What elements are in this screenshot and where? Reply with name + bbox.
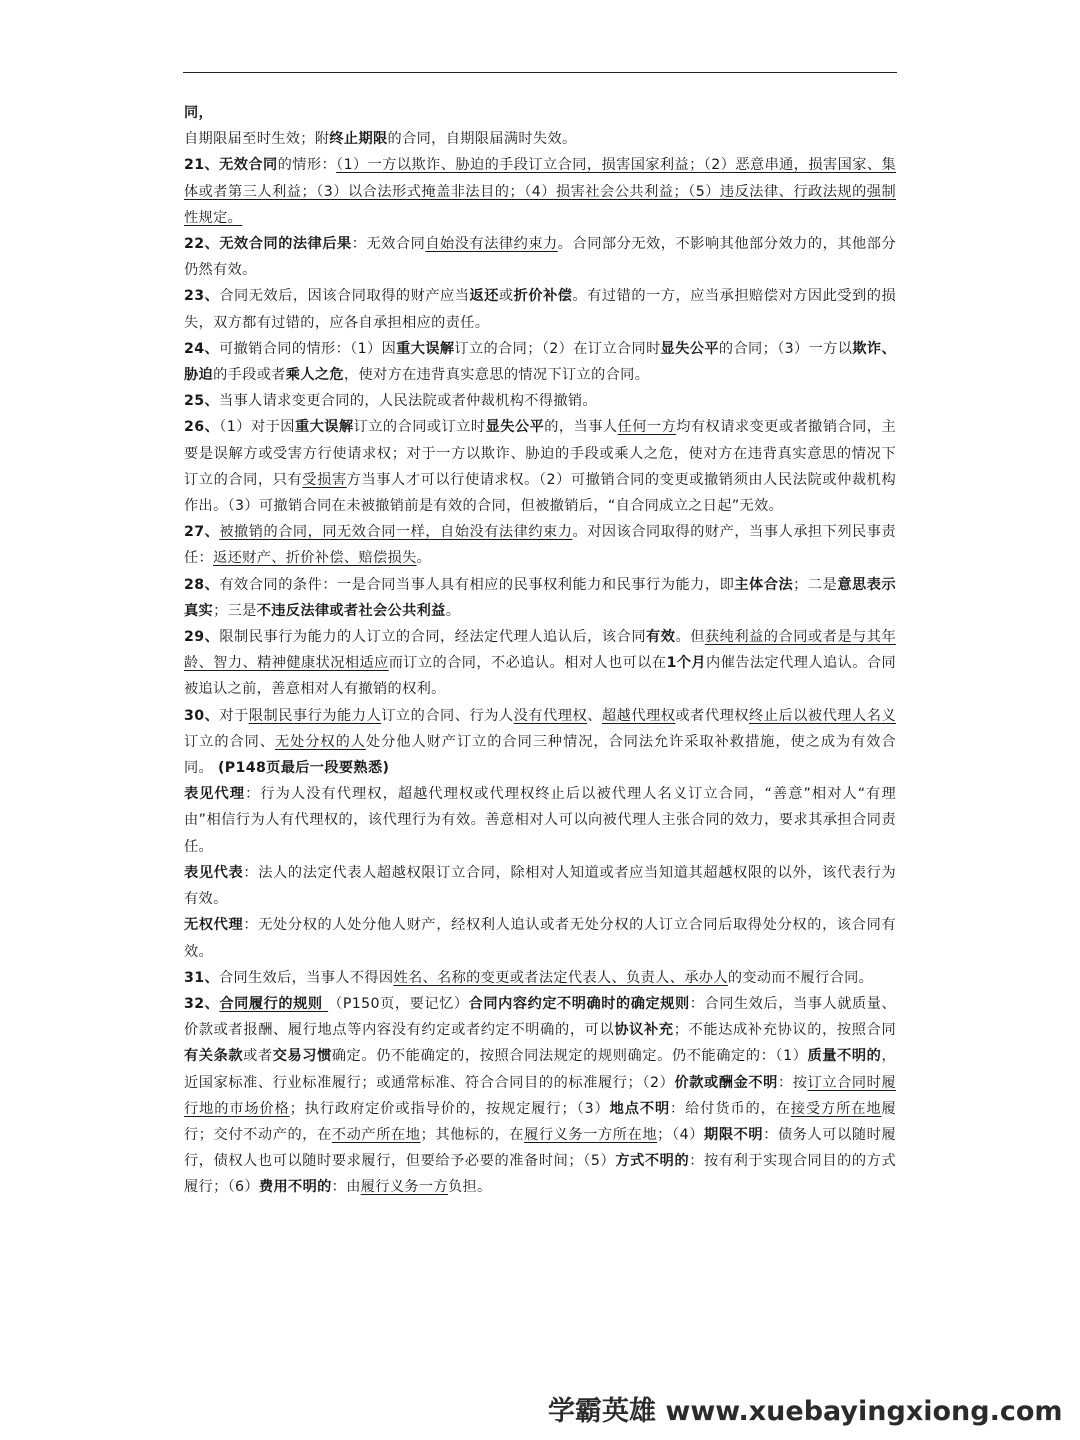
paragraph-16: [184, 991, 896, 1201]
text-segment: 合同无效后，因该合同取得的财产应当: [219, 288, 470, 305]
text-segment: 确定。仍不能确定的，按照合同法规定的规则确定。仍不能确定的：（1）: [331, 1048, 808, 1065]
text-segment: 均有权请求变更或者撤销合同，主要是误解方或受害方行使请求权；对于一方以欺诈、胁迫的手段或乘人之危，使对方在违背真实意思的情况下订立的合同，只有: [184, 419, 897, 488]
paragraph-11: [184, 703, 896, 782]
paragraph-6: [184, 388, 896, 414]
text-segment: 无处分权的人: [274, 733, 366, 750]
text-segment: 的情形：: [277, 157, 337, 174]
text-segment: 主体合法: [734, 576, 794, 593]
text-segment: 姓名、名称的变更或者法定代表人、负责人、承办人: [393, 969, 728, 986]
text-segment: 合同生效后，当事人不得因: [218, 969, 394, 986]
text-segment: 订立的合同或订立时: [353, 419, 486, 436]
text-segment: 对于: [219, 707, 249, 724]
text-segment: 订立的合同、: [184, 733, 275, 750]
text-segment: ：按: [777, 1074, 808, 1091]
text-segment: 的合同，自期限届满时失效。: [387, 131, 577, 148]
text-segment: 的变动而不履行合同。: [727, 969, 874, 986]
text-segment: 而订立的合同，不必追认。相对人也可以在: [388, 655, 667, 672]
text-segment: ：给付货币的，在: [670, 1100, 791, 1117]
paragraph-7: [184, 414, 896, 519]
text-segment: 。合同部分无效，不影响其他部分效力的，其他部分仍然有效。: [184, 236, 896, 279]
text-segment: 返还财产、折价补偿、赔偿损失: [213, 550, 417, 567]
text-segment: 限制民事行为能力的人订立的合同，经法定代理人追认后，该合同: [219, 629, 647, 646]
text-segment: 负担。: [447, 1179, 492, 1196]
text-segment: 期限不明: [704, 1126, 764, 1143]
text-segment: 价款或酬金不明: [674, 1074, 778, 1091]
text-segment: 费用不明的: [258, 1179, 332, 1196]
text-segment: 31、: [184, 969, 219, 986]
text-segment: 。但: [675, 629, 705, 646]
text-segment: 26、: [184, 419, 220, 436]
text-segment: ：无效合同: [351, 236, 426, 253]
text-segment: 表见代表: [184, 864, 244, 881]
text-segment: （1）对于因: [219, 419, 295, 436]
text-segment: 自始没有法律约束力: [425, 236, 558, 253]
paragraph-12: [184, 781, 896, 860]
text-segment: 订立的合同；（2）在订立合同时: [454, 340, 661, 357]
text-segment: 显失公平: [660, 340, 719, 357]
text-segment: 。: [445, 602, 461, 619]
text-segment: ；执行政府定价或指导价的，按规定履行；（3）: [289, 1100, 610, 1117]
text-segment: 质量不明的: [807, 1048, 882, 1065]
text-segment: 21、: [184, 157, 220, 174]
text-segment: 28、: [184, 576, 220, 593]
text-segment: ；三是: [213, 602, 257, 619]
text-segment: 协议补充: [614, 1022, 674, 1039]
text-segment: 受损害: [302, 471, 347, 488]
text-segment: 1个月: [666, 655, 707, 672]
text-segment: 内催告法定代理人追认。合同被追认之前，善意相对人有撤销的权利。: [184, 655, 896, 698]
text-segment: ：无处分权的人处分他人财产，经权利人追认或者无处分权的人订立合同后取得处分权的，该合同有效。: [184, 917, 896, 960]
text-segment: 终止期限: [329, 131, 388, 148]
text-segment: 无效合同: [219, 157, 278, 174]
paragraph-2: [184, 152, 896, 231]
text-segment: 的合同；（3）一方以: [718, 340, 853, 357]
text-segment: ：合同生效后，当事人就质量、价款或者报酬、履行地点等内容没有约定或者约定不明确的，可以: [184, 995, 896, 1039]
text-segment: 乘人之危: [285, 367, 344, 384]
document-body: [184, 100, 896, 1201]
paragraph-15: [184, 965, 896, 991]
text-segment: （1）一方以欺诈、胁迫的手段订立合同，损害国家利益；（2）恶意串通，损害国家、集体或者第三人利益；（3）以合法形式掩盖非法目的；（4）损害社会公共利益；（5）违反法律、行政法规的强制性规定。: [184, 157, 897, 226]
text-segment: 合同内容约定不明确时的确定规则: [468, 995, 690, 1012]
text-segment: 显失公平: [485, 419, 545, 436]
text-segment: 无权代理: [184, 917, 244, 934]
text-segment: 有效合同的条件：一是合同当事人具有相应的民事权利能力和民事行为能力，即: [219, 576, 735, 593]
text-segment: 23、: [184, 288, 220, 305]
paragraph-10: [184, 624, 896, 703]
text-segment: 超越代理权: [601, 707, 676, 724]
text-segment: 当事人请求变更合同的，人民法院或者仲裁机构不得撤销。: [218, 393, 597, 410]
text-segment: 不违反法律或者社会公共利益: [256, 602, 446, 619]
paragraph-4: [184, 283, 896, 335]
text-segment: ：由: [331, 1179, 361, 1196]
text-segment: ；（4）: [657, 1126, 705, 1143]
text-segment: 25、: [184, 393, 219, 410]
text-segment: 重大误解: [294, 419, 354, 436]
text-segment: ，近国家标准、行业标准履行；或通常标准、符合合同目的的标准履行；（2）: [184, 1048, 896, 1091]
text-segment: 有关条款: [184, 1048, 244, 1065]
header-rule: [183, 72, 897, 73]
text-segment: ，使对方在违背真实意思的情况下订立的合同。: [343, 367, 650, 384]
text-segment: 。: [416, 550, 432, 567]
text-segment: 意思表示真实: [184, 576, 896, 619]
text-segment: 履行义务一方: [360, 1179, 448, 1196]
text-segment: 重大误解: [396, 340, 455, 357]
text-segment: 同，: [184, 105, 214, 121]
text-segment: 地点不明: [609, 1100, 671, 1117]
text-segment: 有效: [646, 629, 676, 646]
text-segment: 折价补偿: [513, 288, 573, 305]
text-segment: 履行义务一方所在地: [524, 1126, 658, 1143]
text-segment: 限制民事行为能力人: [248, 707, 382, 724]
text-segment: 24、: [184, 340, 220, 357]
paragraph-8: [184, 519, 896, 571]
paragraph-13: [184, 860, 896, 912]
text-segment: 处分他人财产订立的合同三种情况，合同法允许采取补救措施，使之成为有效合同。: [184, 733, 896, 777]
text-segment: ：债务人可以随时履行，债权人也可以随时要求履行，但要给予必要的准备时间；（5）: [184, 1126, 897, 1170]
paragraph-9: [184, 572, 896, 624]
text-segment: 30、: [184, 707, 220, 724]
text-segment: 方当事人才可以行使请求权。（2）可撤销合同的变更或撤销须由人民法院或仲裁机构作出。（3）可撤销合同在未被撤销前是有效的合同，但被撤销后，“自合同成立之日起”无效。: [184, 471, 896, 515]
paragraph-1: [184, 126, 896, 152]
text-segment: 终止后以被代理人名义: [749, 707, 896, 724]
text-segment: 合同履行的规则: [219, 995, 329, 1012]
text-segment: 获纯利益的合同或者是与其年龄、智力、精神健康状况相适应: [184, 629, 897, 672]
text-segment: 的，当事人: [544, 419, 618, 436]
text-segment: 交易习惯: [272, 1048, 332, 1065]
text-segment: 表见代理: [184, 786, 246, 803]
text-segment: 可撤销合同的情形：（1）因: [219, 340, 397, 357]
watermark: 学霸英雄 www.xuebayingxiong.com: [548, 1396, 1063, 1427]
text-segment: 。有过错的一方，应当承担赔偿对方因此受到的损失，双方都有过错的，应各自承担相应的责任。: [184, 288, 897, 331]
text-segment: ：法人的法定代表人超越权限订立合同，除相对人知道或者应当知道其超越权限的以外，该代表行为有效。: [184, 864, 896, 908]
text-segment: ；二是: [793, 576, 838, 593]
text-segment: 或者代理权: [675, 707, 750, 724]
text-segment: 不动产所在地: [331, 1126, 421, 1143]
text-segment: 任何一方: [617, 419, 677, 436]
text-segment: 返还: [469, 288, 499, 305]
text-segment: 或者: [243, 1048, 273, 1065]
text-segment: 接受方所在地: [790, 1100, 882, 1117]
text-segment: ：按有利于实现合同目的的方式履行；（6）: [184, 1153, 896, 1196]
text-segment: 欺诈、胁迫: [184, 340, 896, 384]
text-segment: 32、: [184, 995, 220, 1012]
text-segment: 订立合同时履行地的市场价格: [184, 1074, 896, 1117]
text-segment: (P148页最后一段要熟悉): [217, 760, 390, 777]
text-segment: 方式不明的: [615, 1153, 690, 1170]
paragraph-5: [184, 336, 896, 388]
text-segment: ：行为人没有代理权，超越代理权或代理权终止后以被代理人名义订立合同，“善意”相对人“有理由”相信行为人有代理权的，该代理行为有效。善意相对人可以向被代理人主张合同的效力，要求其承担合同责任。: [184, 786, 896, 855]
text-segment: ；其他标的，在: [420, 1126, 525, 1143]
paragraph-14: [184, 912, 896, 964]
text-segment: 被撤销的合同，同无效合同一样，自始没有法律约束力: [219, 524, 573, 541]
text-segment: 29、: [184, 629, 220, 646]
text-segment: 订立的合同、行为人: [381, 707, 514, 724]
text-segment: 无效合同的法律后果: [219, 236, 352, 253]
text-segment: 22、: [184, 236, 220, 253]
text-segment: 履行；交付不动产的，在: [184, 1100, 896, 1143]
paragraph-3: [184, 231, 896, 283]
text-segment: 27、: [184, 524, 220, 541]
text-segment: 没有代理权: [513, 707, 588, 724]
text-segment: 。对因该合同取得的财产，当事人承担下列民事责任：: [184, 524, 897, 567]
text-segment: （P150页，要记忆）: [328, 995, 469, 1012]
text-segment: 的手段或者: [213, 367, 286, 384]
text-segment: 或: [498, 288, 514, 305]
text-segment: 、: [587, 707, 602, 724]
paragraph-0: [184, 100, 896, 126]
text-segment: ；不能达成补充协议的，按照合同: [673, 1022, 896, 1039]
text-segment: 自期限届至时生效；附: [184, 131, 330, 148]
